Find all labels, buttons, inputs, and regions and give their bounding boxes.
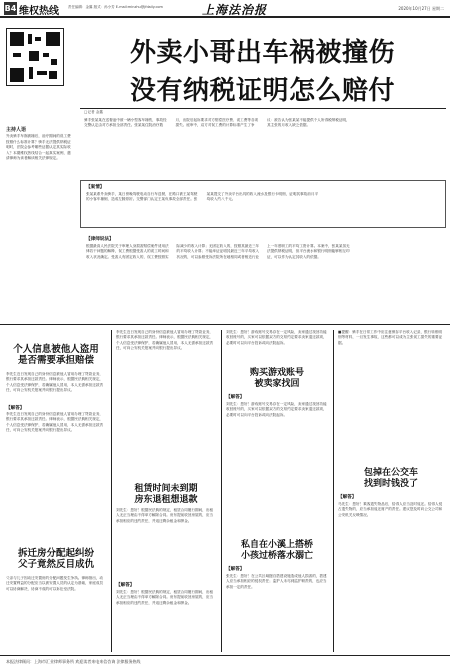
lead-article: 骑手张某某在送餐途中被一辆小型客车撞伤，事故经交警认定由对方承担全部责任。张某某住院治疗数月，出院后起诉要求对方赔偿医疗费、误工费等各项损失。庭审中，双方对误工费的计算标准产生了争议：被告认为张某某不能提供个人所得税纳税证明，其主张的月收入缺乏依据。	[84, 118, 350, 128]
qr-code	[6, 28, 64, 86]
lawyer-text: 根据最高人民法院关于审理人身损害赔偿案件适用法律若干问题的解释，误工费根据受害人的误工时间和收入状况确定。受害人有固定收入的，误工费按照实际减少的收入计算；无固定收入的，按照其最近三年的平均收入计算；不能举证证明其最近三年平均收入状况的，可以参照受诉法院所在地相同或者相近行业上一年度职工的平均工资计算。本案中，张某某虽无法提供纳税证明，但平台流水和银行明细能够相互印证，可以作为认定其收入的依据。	[86, 244, 350, 259]
article-title-2: 拆迁房分配起纠纷 父子竟然反目成仇	[17, 548, 94, 570]
article-title-3: 租赁时间未到期 房东退租想退款	[134, 484, 198, 505]
section-name: 维权热线	[19, 6, 59, 17]
headline-rule	[80, 108, 446, 109]
article-analysis-label-6: 【解答】	[338, 495, 357, 500]
column-divider-2	[221, 330, 222, 652]
page-number: B4	[4, 4, 17, 13]
article-title-5: 私自在小溪上搭桥 小孩过桥落水溺亡	[240, 540, 313, 561]
column-divider-3	[333, 330, 334, 652]
headline-line-1: 外卖小哥出车祸被撞伤	[129, 38, 395, 68]
article-body-col3: 刘先生：您好！游戏账号交易存在一定风险，卖家通过找回功能收回账号的，买家可以依据双方的交易约定要求卖家退还款项，必要时可以向平台投诉或向法院起诉。	[226, 330, 327, 345]
column-divider-1	[111, 330, 112, 652]
page-header	[0, 0, 450, 18]
article-body-1: 李先生近日发现自己的身份信息被他人冒用办理了贷款业务，银行要求其承担还款责任。律师表示，根据民法典相关规定，个人信息受法律保护，若确属他人冒用，本人无需承担还款责任，可向公安机关报案并向银行提出异议。	[6, 372, 104, 393]
headline-line-2: 没有纳税证明怎么赔付	[129, 76, 395, 106]
article-body-3: 刘先生：您好！根据民法典的规定，租赁合同履行期间，出租人无正当理由不得单方解除合同。房东提前收回房屋的，应当承担相应的违约责任，并返还剩余租金和押金。	[116, 508, 214, 523]
byline: □记者 金鑫	[84, 110, 103, 114]
article-body-4: 刘先生：您好！游戏账号交易存在一定风险，卖家通过找回功能收回账号的，买家可以依据双方的交易约定要求卖家退还款项，必要时可以向平台投诉或向法院起诉。	[226, 402, 327, 417]
host-note-title: 主持人语	[6, 127, 27, 133]
article-title-1: 个人信息被他人盗用 是否需要承担赔偿	[13, 344, 99, 366]
editor-info: 责任编辑：金翼 版式：孙小芳 E-mail:minzhu@jfdaily.com	[68, 5, 163, 9]
article-body-3b: 刘先生：您好！根据民法典的规定，租赁合同履行期间，出租人无正当理由不得单方解除合同。房东提前收回房屋的，应当承担相应的违约责任，并返还剩余租金和押金。	[116, 590, 214, 605]
article-body-1b: 李先生近日发现自己的身份信息被他人冒用办理了贷款业务，银行要求其承担还款责任。律师表示，根据民法典相关规定，个人信息受法律保护，若确属他人冒用，本人无需承担还款责任，可向公安机关报案并向银行提出异议。	[6, 412, 104, 433]
article-body-col2: 李先生近日发现自己的身份信息被他人冒用办理了贷款业务，银行要求其承担还款责任。律师表示，根据民法典相关规定，个人信息受法律保护，若确属他人冒用，本人无需承担还款责任，可向公安机关报案并向银行提出异议。	[116, 330, 214, 351]
article-analysis-label-3: 【解答】	[116, 583, 135, 588]
article-body-5: 张先生：您好！在公共区域擅自搭建设施造成他人损害的，搭建人应当承担相应的侵权责任；监护人未尽到监护职责的，也应当承担一定的责任。	[226, 574, 327, 589]
case-label: 【案情】	[86, 185, 105, 190]
page-footer: 本报法律顾问：上海市汇业律师事务所 欢迎读者来电来信咨询 法律服务热线	[0, 655, 450, 668]
lawyer-label: 【律师说法】	[86, 237, 114, 242]
article-analysis-label-1: 【解答】	[6, 406, 25, 411]
article-body-2: 父亲与儿子因动迁安置房的分配问题发生争执。律师指出，动迁安置利益的分配应当以被安置人员的认定为基础，家庭成员可以协商解决，协商不成的可以诉讼至法院。	[6, 576, 104, 591]
article-title-6: 包掉在公交车 找到时钱没了	[363, 468, 418, 489]
article-title-4: 购买游戏账号 被卖家找回	[249, 368, 304, 389]
case-text: 张某某系外卖骑手，某日傍晚驾驶电动自行车送餐，在路口被王某驾驶的小客车撞倒，造成左腿骨折。交警部门认定王某负事故全部责任。张某某提交了外卖平台出具的收入流水及银行卡明细，证明其事故前月平均收入约八千元。	[86, 192, 319, 202]
article-body-col4: ■提醒：骑手在日常工作中应注意保存平台收入记录、银行转账明细等材料，一旦发生事故，这些都可以成为主张误工损失的重要证据。	[338, 330, 443, 345]
host-note-text: 外卖骑手车祸被撞后，治疗期间的误工费按照什么标准计算？骑手无法提供纳税证明时，法院会参考哪些证据认定其实际收入？本期维权热线结合一起真实案例，邀请律师为读者解读相关法律规定。	[6, 134, 71, 160]
article-analysis-label-5: 【解答】	[226, 567, 245, 572]
article-analysis-label-4: 【解答】	[226, 395, 245, 400]
section-divider	[0, 324, 450, 325]
newspaper-masthead: 上海法治报	[202, 3, 268, 17]
article-body-6: 马先生：您好！乘客遗失物品后，拾得人应当及时返还。拾得人侵占遗失物的，应当承担返还财产的责任。建议您及时向公交公司和公安机关反映情况。	[338, 502, 443, 517]
issue-date: 2020年10月27日 星期二	[398, 6, 444, 11]
